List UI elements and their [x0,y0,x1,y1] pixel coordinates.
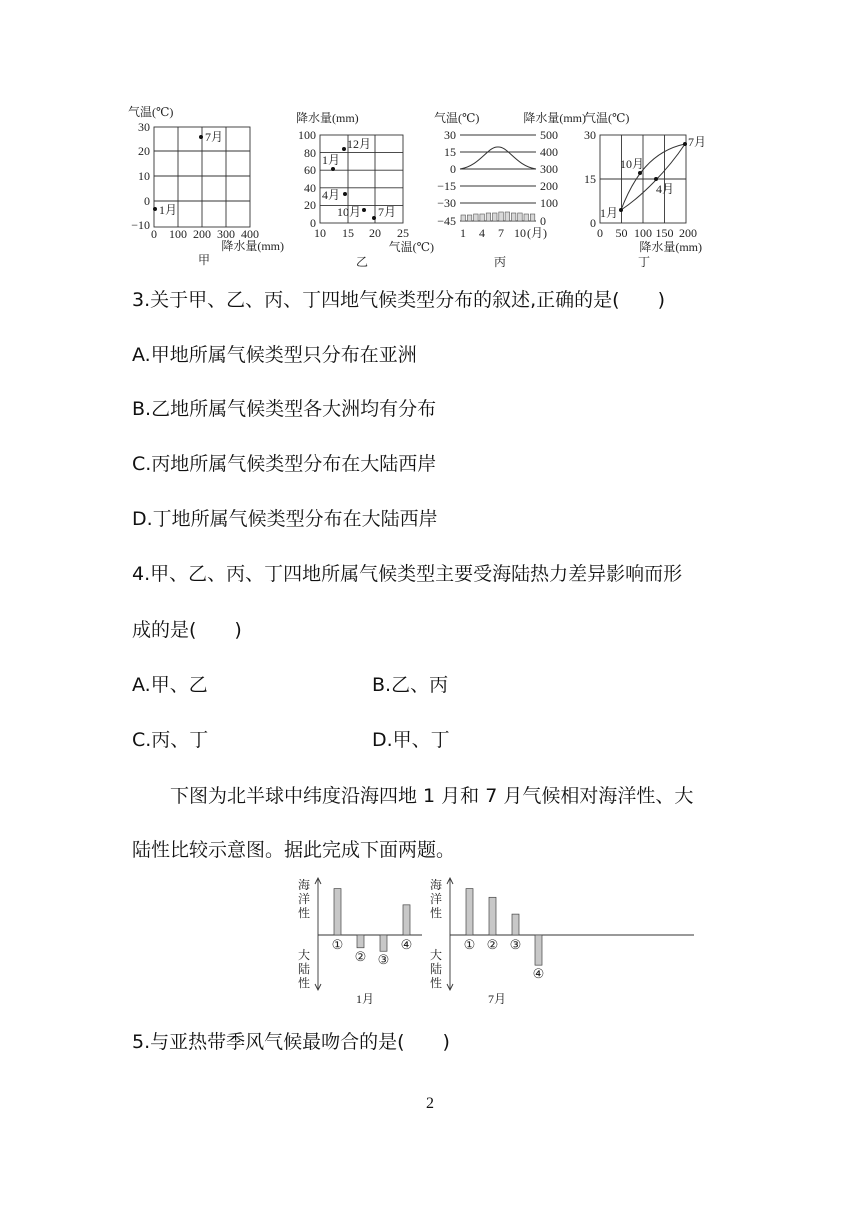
panel-caption: 7月 [487,992,507,1006]
jia-caption: 甲 [197,253,211,267]
bottom-label-char: 性 [297,976,311,990]
question-3-option-d: D.丁地所属气候类型分布在大陆西岸 [132,508,438,530]
yi-y-tick: 20 [304,198,316,212]
jia-y-tick: 30 [138,120,150,134]
climate-chart-ding [582,106,722,270]
yi-y-tick: 60 [304,163,316,177]
ding-y-tick: 0 [590,216,596,230]
jia-point-label: 1月 [159,203,178,217]
top-label-char: 海 [297,878,311,892]
bing-left-axis-title: 气温(℃) [434,111,480,125]
chart-bar [512,914,519,935]
chart-bar [357,935,364,948]
bing-right-axis-title: 降水量(mm) [523,111,586,125]
bing-right-tick: 500 [540,128,558,142]
question-3-option-b: B.乙地所属气候类型各大洲均有分布 [132,398,437,420]
bing-right-tick: 200 [540,179,558,193]
jia-x-axis-title: 降水量(mm) [221,239,284,253]
yi-y-tick: 100 [298,128,316,142]
top-label-char: 洋 [297,892,311,906]
bing-x-tick: 10 [514,226,526,240]
bing-left-tick: −45 [437,214,456,228]
yi-point-april [343,192,347,196]
yi-y-axis-title: 降水量(mm) [296,111,359,125]
question-3-option-a: A.甲地所属气候类型只分布在亚洲 [132,344,417,366]
ding-y-tick: 30 [584,128,596,142]
bing-caption: 丙 [493,255,507,269]
jia-x-tick: 300 [217,227,235,241]
bar-marker: ③ [377,952,390,968]
jia-y-axis-title: 气温(℃) [128,105,174,119]
ding-point-label: 7月 [688,135,707,149]
ding-point-label: 4月 [656,182,675,196]
yi-x-tick: 20 [369,226,381,240]
bar-marker: ① [463,937,476,952]
yi-y-tick: 40 [304,181,316,195]
jia-x-tick: 200 [193,227,211,241]
chart-bar [489,897,496,935]
question-4-stem-line2: 成的是( ) [132,619,242,641]
ding-x-tick: 200 [679,226,697,240]
bing-right-tick: 400 [540,145,558,159]
bing-left-tick: 30 [444,128,456,142]
yi-y-tick: 0 [310,216,316,230]
yi-point-october [362,208,366,212]
bottom-label-char: 陆 [429,962,443,976]
bing-left-tick: 0 [450,162,456,176]
ding-x-tick: 50 [615,226,628,240]
question-4-stem-line1: 4.甲、乙、丙、丁四地所属气候类型主要受海陆热力差异影响而形 [132,563,683,585]
jia-y-tick: −10 [131,218,150,232]
panel-caption: 1月 [355,992,375,1006]
intro-line2: 陆性比较示意图。据此完成下面两题。 [132,839,456,861]
top-label-char: 性 [429,906,443,920]
yi-x-tick: 15 [342,226,354,240]
jia-point-july [199,135,203,139]
chart-bar [403,905,410,935]
ding-point-april [654,177,658,181]
yi-point-label: 10月 [337,205,362,219]
jia-point-january [153,207,157,211]
bottom-label-char: 大 [429,948,443,962]
ding-point-label: 1月 [600,206,619,220]
yi-point-label: 7月 [378,205,397,219]
maritime-continental-chart [290,875,570,1010]
bing-right-tick: 300 [540,162,558,176]
intro-line1: 下图为北半球中纬度沿海四地 1 月和 7 月气候相对海洋性、大 [170,785,694,807]
ding-point-january [619,208,623,212]
bar-marker: ① [331,937,344,952]
climate-chart-bing [430,106,590,270]
question-3-option-c: C.丙地所属气候类型分布在大陆西岸 [132,453,437,475]
yi-point-label: 12月 [347,137,372,151]
jia-x-tick: 0 [151,227,157,241]
yi-point-january [331,167,335,171]
bar-marker: ④ [400,937,413,952]
question-5-stem: 5.与亚热带季风气候最吻合的是( ) [132,1031,450,1053]
ding-y-tick: 15 [584,172,596,186]
ding-point-october [638,171,642,175]
top-label-char: 洋 [429,892,443,906]
ding-x-tick: 0 [597,226,603,240]
jia-y-tick: 0 [144,194,150,208]
bing-left-tick: −15 [437,179,456,193]
question-4-option-b: B.乙、丙 [372,674,449,696]
bing-left-tick: −30 [437,196,456,210]
ding-point-label: 10月 [620,157,645,171]
jia-y-tick: 10 [138,169,150,183]
bing-x-tick: 7 [498,226,504,240]
top-label-char: 海 [429,878,443,892]
question-4-option-a: A.甲、乙 [132,674,208,696]
bing-x-tick: 4 [479,226,485,240]
jia-point-label: 7月 [205,130,224,144]
ding-point-july [683,142,687,146]
bing-x-unit: (月) [527,226,547,240]
yi-y-tick: 80 [304,146,316,160]
top-label-char: 性 [297,906,311,920]
ding-x-axis-title: 降水量(mm) [639,240,702,254]
bing-x-tick: 1 [460,226,466,240]
ding-x-tick: 150 [655,226,674,240]
bar-marker: ④ [532,966,545,982]
bar-marker: ② [486,937,499,952]
ding-y-axis-title: 气温(℃) [584,111,630,125]
yi-caption: 乙 [355,255,369,269]
bing-right-tick: 0 [540,214,546,228]
question-3-stem: 3.关于甲、乙、丙、丁四地气候类型分布的叙述,正确的是( ) [132,289,665,311]
ding-upper-curve [621,144,685,210]
bar-marker: ③ [509,937,522,952]
bottom-label-char: 陆 [297,962,311,976]
climate-chart-jia [126,100,286,270]
chart-bar [334,889,341,935]
ding-caption: 丁 [637,255,651,269]
bar-marker: ② [354,948,367,964]
page-number: 2 [426,1095,434,1112]
chart-bar [535,935,542,965]
ding-lower-curve [621,144,685,210]
question-4-option-c: C.丙、丁 [132,729,209,751]
yi-x-tick: 25 [397,226,409,240]
yi-point-december [342,147,346,151]
bing-temperature-curve [460,147,536,169]
jia-x-tick: 400 [241,227,259,241]
chart-bar [466,889,473,935]
ding-x-tick: 100 [634,226,652,240]
bottom-label-char: 性 [429,976,443,990]
bottom-label-char: 大 [297,948,311,962]
question-4-option-d: D.甲、丁 [372,729,450,751]
yi-x-axis-title: 气温(℃) [388,240,434,254]
yi-x-tick: 10 [314,226,326,240]
jia-x-tick: 100 [169,227,187,241]
yi-point-july [372,216,376,220]
bing-right-tick: 100 [540,196,558,210]
chart-bar [380,935,387,951]
yi-point-label: 4月 [322,188,341,202]
climate-chart-yi [292,106,452,270]
bing-left-tick: 15 [444,145,456,159]
yi-point-label: 1月 [322,153,341,167]
jia-y-tick: 20 [138,144,150,158]
